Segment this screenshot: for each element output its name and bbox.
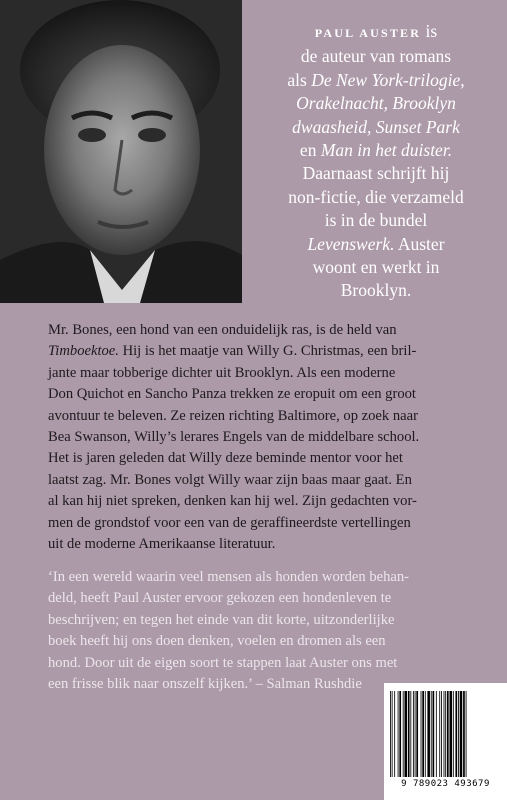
author-portrait-illustration xyxy=(0,0,242,303)
book-blurb xyxy=(48,320,476,555)
barcode-bar xyxy=(453,691,454,777)
author-name: PAUL AUSTER xyxy=(314,26,422,40)
bio-line: Daarnaast schrijft hij xyxy=(302,163,450,184)
bio-line: Brooklyn. xyxy=(340,280,412,301)
bio-line xyxy=(245,92,507,115)
barcode-bar xyxy=(404,691,407,777)
barcode-bar xyxy=(427,691,430,777)
barcode-bar xyxy=(447,691,449,777)
barcode-bar xyxy=(445,691,446,777)
barcode-bar xyxy=(425,691,426,777)
quote-line: ‘In een wereld waarin veel mensen als honden worden behan- xyxy=(48,569,410,585)
bio-line: als De New York-trilogie, xyxy=(287,69,465,90)
barcode-bar xyxy=(413,691,414,777)
book-title: Man in het duister. xyxy=(320,140,453,161)
barcode-bar xyxy=(441,691,442,777)
blurb-line: uit de moderne Amerikaanse literatuur. xyxy=(48,536,276,553)
blurb-line: Het is jaren geleden dat Willy deze beminde mentor voor het xyxy=(48,450,403,467)
blurb-line: al kan hij niet spreken, denken kan hij wel. Zijn gedachten vor- xyxy=(48,493,417,510)
bio-line xyxy=(245,116,507,139)
barcode-bar xyxy=(460,691,463,777)
blurb-line: Mr. Bones, een hond van een onduidelijk ras, is de held van xyxy=(48,322,397,338)
bio-line: is in de bundel xyxy=(324,210,428,231)
blurb-line: Bea Swanson, Willy’s lerares Engels van de middelbare school. xyxy=(48,429,420,446)
barcode-bar xyxy=(399,691,401,777)
barcode-bar xyxy=(466,691,467,777)
quote-line: deld, heeft Paul Auster ervoor gekozen een hondenleven te xyxy=(48,590,392,607)
barcode-bars xyxy=(388,691,503,777)
barcode-bar xyxy=(455,691,457,777)
barcode-bar xyxy=(422,691,424,777)
blurb-line: Timboektoe. Hij is het maatje van Willy G. Christmas, een bril- xyxy=(48,343,417,360)
barcode-bar xyxy=(415,691,416,777)
book-title: Levenswerk. xyxy=(307,233,395,254)
barcode-bar xyxy=(458,691,459,777)
barcode-bar xyxy=(421,691,422,777)
bio-line: non-fictie, die verzameld xyxy=(288,186,464,207)
barcode-bar xyxy=(444,691,445,777)
barcode-bar xyxy=(390,691,391,777)
review-quote xyxy=(48,567,476,695)
blurb-line: avontuur te beleven. Ze reizen richting Baltimore, op zoek naar xyxy=(48,407,418,424)
bio-line: Levenswerk. Auster xyxy=(307,233,445,254)
barcode-bar xyxy=(439,691,440,777)
blurb-line: laatst zag. Mr. Bones volgt Willy waar zijn baas maar gaat. En xyxy=(48,471,412,488)
book-title: Orakelnacht, Brooklyn xyxy=(296,93,456,114)
isbn-barcode xyxy=(384,683,507,800)
book-title: Timboektoe. xyxy=(48,343,119,360)
barcode-bar xyxy=(392,691,393,777)
author-bio xyxy=(245,20,507,303)
barcode-bar xyxy=(416,691,418,777)
barcode-bar xyxy=(394,691,395,777)
bio-line: de auteur van romans xyxy=(300,46,452,67)
book-title: dwaasheid, Sunset Park xyxy=(292,116,460,137)
barcode-bar xyxy=(403,691,404,777)
bio-line: PAUL AUSTER is xyxy=(314,21,438,41)
quote-line: boek heeft hij ons doen denken, voelen en dromen als een xyxy=(48,633,386,650)
bio-line: en Man in het duister. xyxy=(299,140,453,161)
blurb-line: men de grondstof voor een van de geraffineerdste vertellingen xyxy=(48,514,411,531)
barcode-bar xyxy=(398,691,399,777)
quote-line: hond. Door uit de eigen soort te stappen laat Auster ons met xyxy=(48,654,398,671)
bio-line: woont en werkt in xyxy=(312,257,440,278)
blurb-line: jante maar tobberige dichter uit Brooklyn. Als een moderne xyxy=(48,364,396,381)
isbn-digits: 9 789023 493679 xyxy=(401,779,490,789)
book-title: De New York-trilogie, xyxy=(311,69,465,90)
barcode-bar xyxy=(450,691,453,777)
barcode-bar xyxy=(436,691,437,777)
barcode-bar xyxy=(410,691,411,777)
quote-line: beschrijven; en tegen het einde van dit korte, uitzonderlijke xyxy=(48,611,395,628)
barcode-bar xyxy=(463,691,465,777)
author-photo xyxy=(0,0,242,303)
barcode-bar xyxy=(431,691,432,777)
quote-line: een frisse blik naar onszelf kijken.’ – Salman Rushdie xyxy=(48,676,362,693)
barcode-bar xyxy=(433,691,435,777)
blurb-line: Don Quichot en Sancho Panza trekken ze eropuit om een groot xyxy=(48,386,416,403)
barcode-bar xyxy=(408,691,410,777)
